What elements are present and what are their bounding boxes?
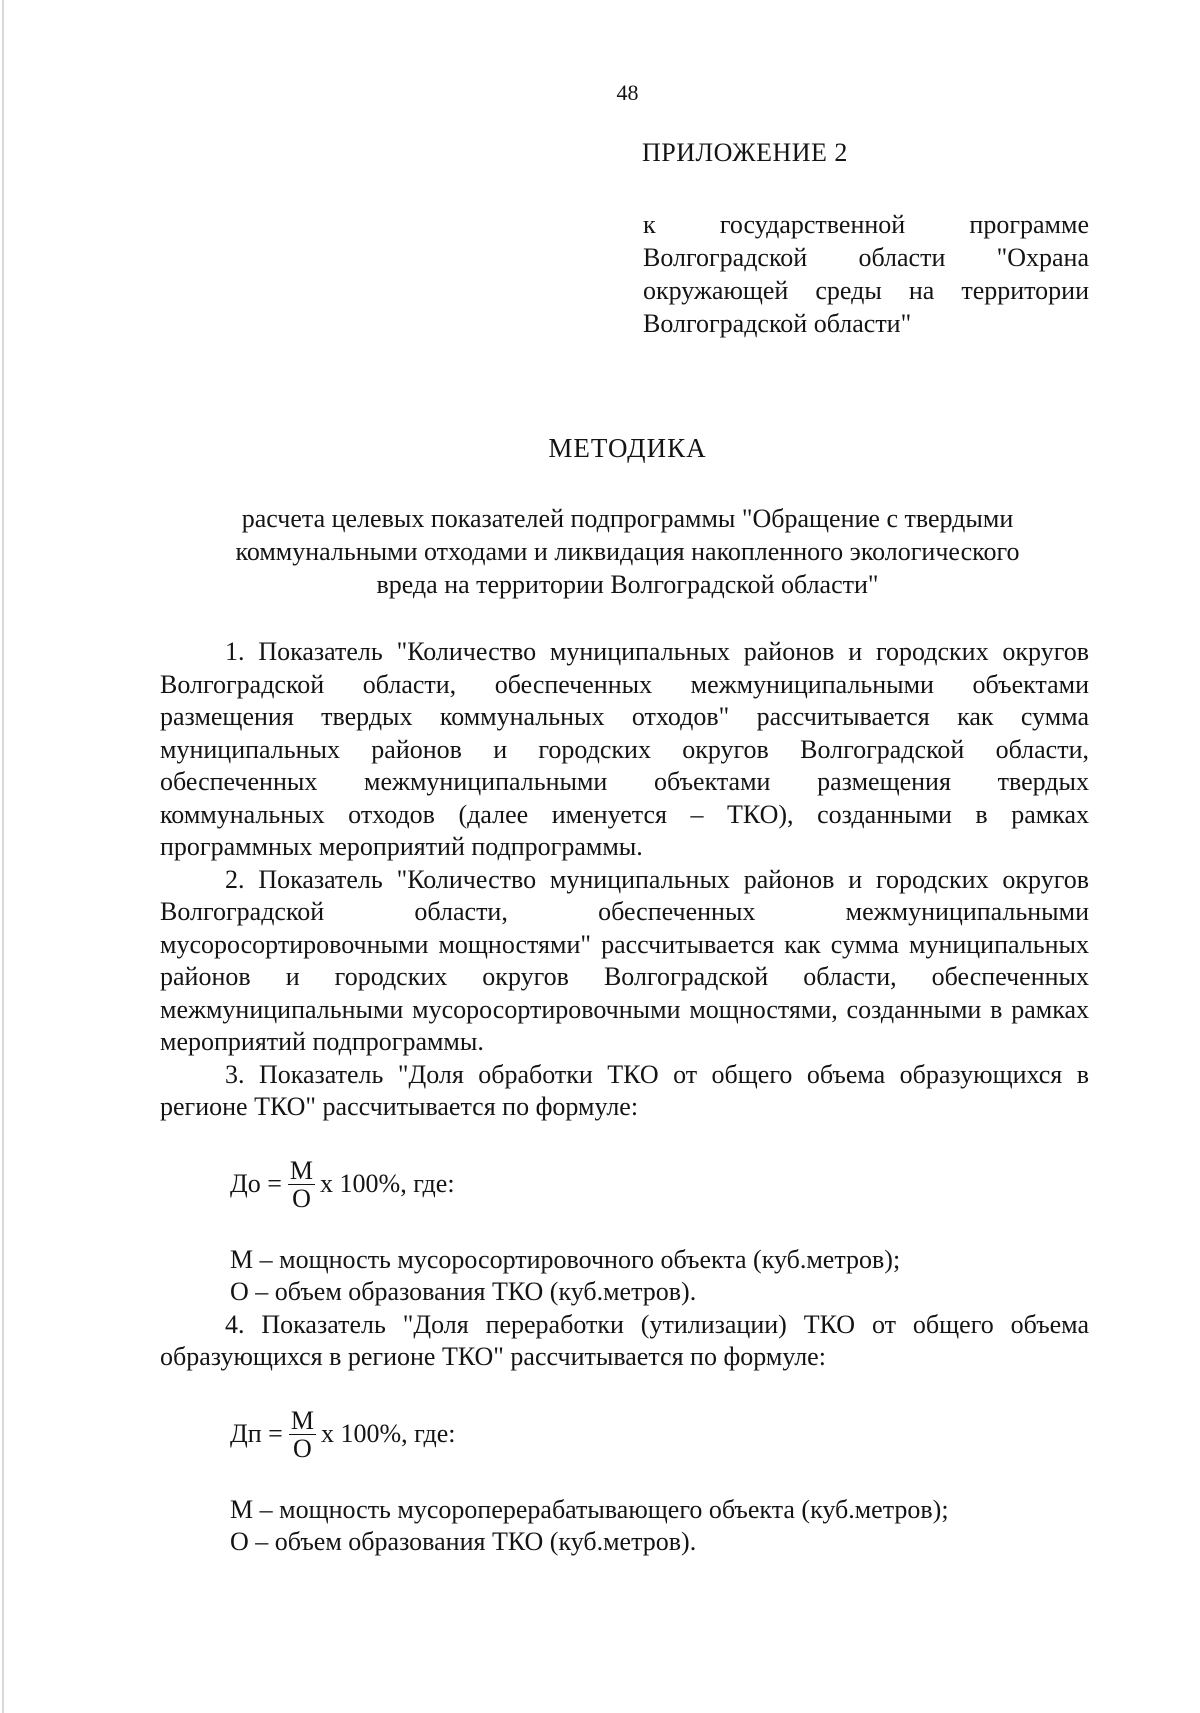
document-subtitle-line-1: расчета целевых показателей подпрограммы "Обращение с твердыми — [241, 504, 1014, 533]
paragraph-1: 1. Показатель "Количество муниципальных районов и городских округов Волгоградской области, обеспеченных межмуниципальными объектами размещения твердых коммунальных отходов" рассчитывается как сумма муниципальных районов и городских округов Волгоградской области, обеспеченных межмуниципальными объектами размещения твердых коммунальных отходов (далее именуется – ТКО), созданными в рамках программных мероприятий подпрограммы. — [160, 637, 1089, 861]
page-edge-shadow — [2, 0, 4, 1713]
appendix-title: ПРИЛОЖЕНИЕ 2 — [642, 138, 848, 167]
document-title: МЕТОДИКА — [548, 433, 707, 463]
formula-1-lhs: До = — [230, 1169, 282, 1199]
formula-2-fraction — [289, 1407, 316, 1462]
formula-1-denominator: О — [292, 1184, 311, 1213]
formula-1-legend-o: О – объем образования ТКО (куб.метров). — [230, 1277, 697, 1306]
formula-2-lhs: Дп = — [230, 1419, 283, 1449]
document-body — [160, 636, 1089, 1559]
paragraph-3: 3. Показатель "Доля обработки ТКО от общего объема образующихся в регионе ТКО" рассчитывается по формуле: — [160, 1059, 1089, 1121]
formula-recycling-share — [160, 1402, 1089, 1468]
appendix-subtitle: к государственной программе Волгоградской области "Охрана окружающей среды на территории Волгоградской области" — [643, 210, 1089, 338]
formula-1-fraction — [288, 1157, 315, 1212]
page-number: 48 — [616, 80, 639, 105]
formula-2-denominator: О — [292, 1434, 312, 1463]
document-subtitle-line-2: коммунальными отходами и ликвидация накопленного экологического — [235, 537, 1020, 566]
formula-processing-share — [160, 1152, 1089, 1218]
formula-1-rhs: х 100%, где: — [320, 1169, 455, 1199]
formula-1-numerator: М — [289, 1156, 314, 1185]
paragraph-2: 2. Показатель "Количество муниципальных районов и городских округов Волгоградской области, обеспеченных межмуниципальными мусоросортировочными мощностями" рассчитывается как сумма муниципальных районов и городских округов Волгоградской области, обеспеченных межмуниципальными мусоросортировочными мощностями, созданными в рамках мероприятий подпрограммы. — [160, 864, 1089, 1056]
formula-2-legend-o: О – объем образования ТКО (куб.метров). — [230, 1527, 697, 1556]
document-subtitle-line-3: вреда на территории Волгоградской области" — [376, 570, 879, 599]
paragraph-4: 4. Показатель "Доля переработки (утилизации) ТКО от общего объема образующихся в регионе ТКО" рассчитывается по формуле: — [160, 1309, 1089, 1371]
formula-2-rhs: х 100%, где: — [320, 1419, 456, 1449]
formula-2-legend-m: М – мощность мусороперерабатывающего объекта (куб.метров); — [230, 1494, 949, 1524]
formula-1-legend-m: М – мощность мусоросортировочного объекта (куб.метров); — [230, 1244, 901, 1274]
formula-2-numerator: М — [290, 1406, 314, 1435]
document-subtitle — [160, 502, 1095, 601]
